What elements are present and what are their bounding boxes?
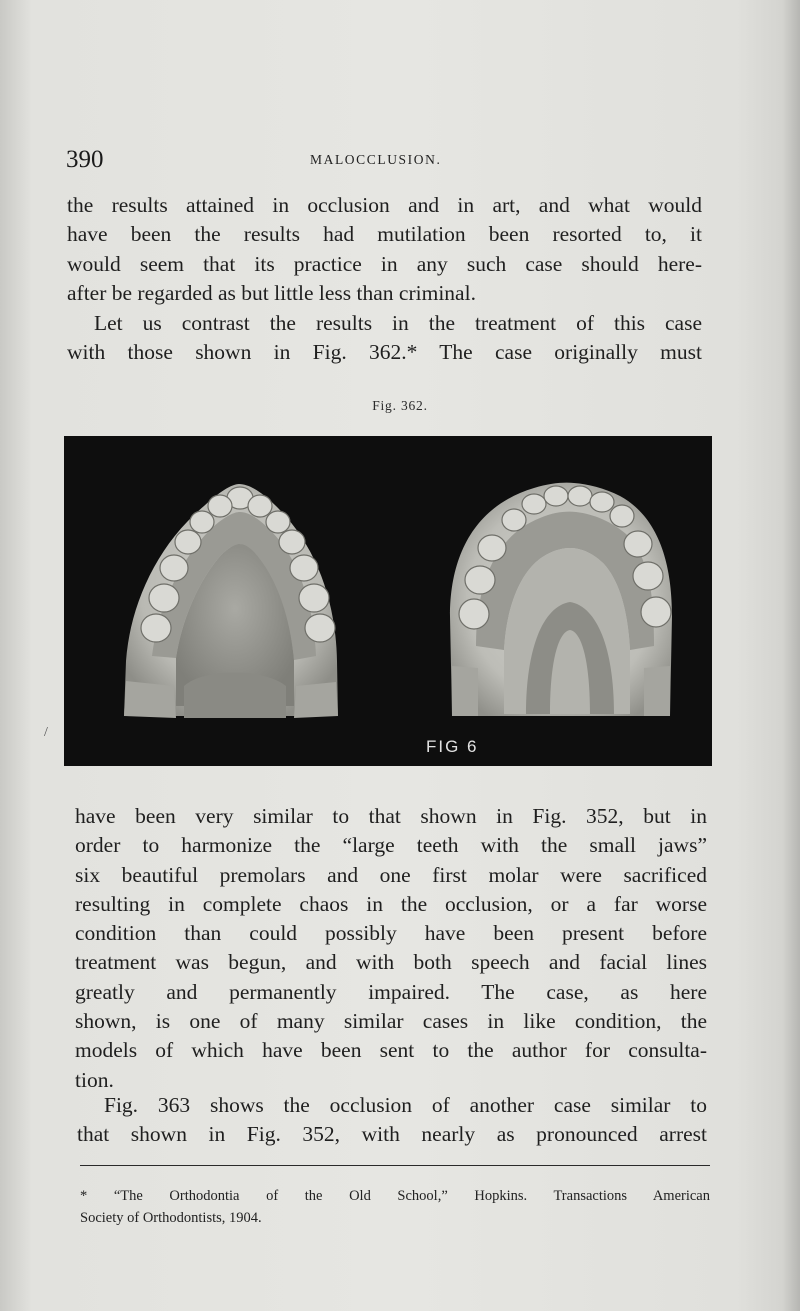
paragraph-3 <box>75 802 707 1095</box>
text-line: would seem that its practice in any such case should here- <box>67 251 702 276</box>
page-header <box>66 146 706 182</box>
footnote-rule <box>80 1165 710 1166</box>
text-line: treatment was begun, and with both speech and facial lines <box>75 950 707 975</box>
lower-cast <box>450 483 672 716</box>
margin-mark: / <box>44 725 48 740</box>
text-line: after be regarded as but little less than criminal. <box>67 280 476 305</box>
plate-label: FIG 6 <box>426 737 479 756</box>
text-line: greatly and permanently impaired. The case, as here <box>75 979 707 1004</box>
footnote-line: Society of Orthodontists, 1904. <box>80 1210 262 1226</box>
dental-casts-illustration <box>64 436 712 766</box>
text-line: Let us contrast the results in the treatment of this case <box>94 311 702 335</box>
footnote-line: * “The Orthodontia of the Old School,” Hopkins. Transactions American <box>80 1188 710 1204</box>
paragraph-2 <box>67 309 702 368</box>
text-line: have been the results had mutilation been resorted to, it <box>67 222 702 247</box>
page-edge-shadow <box>782 0 800 1311</box>
figure-caption: Fig. 362. <box>372 398 428 413</box>
text-line: six beautiful premolars and one first molar were sacrificed <box>75 862 707 887</box>
page-number: 390 <box>66 146 104 173</box>
footnote <box>80 1185 710 1229</box>
upper-cast <box>124 484 338 718</box>
text-line: condition than could possibly have been present before <box>75 921 707 946</box>
figure-photo <box>64 436 712 766</box>
text-line: have been very similar to that shown in Fig. 352, but in <box>75 804 707 828</box>
text-line: the results attained in occlusion and in art, and what would <box>67 193 702 217</box>
paragraph-1 <box>67 191 702 308</box>
text-line: tion. <box>75 1067 114 1092</box>
text-line: shown, is one of many similar cases in like condition, the <box>75 1009 707 1034</box>
text-line: order to harmonize the “large teeth with the small jaws” <box>75 833 707 858</box>
text-line: that shown in Fig. 352, with nearly as pronounced arrest <box>77 1122 707 1147</box>
paragraph-4 <box>77 1091 707 1150</box>
text-line: Fig. 363 shows the occlusion of another case similar to <box>104 1093 707 1117</box>
text-line: models of which have been sent to the author for consulta- <box>75 1038 707 1063</box>
text-line: with those shown in Fig. 362.* The case originally must <box>67 340 702 365</box>
running-head: MALOCCLUSION. <box>310 152 442 167</box>
text-line: resulting in complete chaos in the occlusion, or a far worse <box>75 891 707 916</box>
